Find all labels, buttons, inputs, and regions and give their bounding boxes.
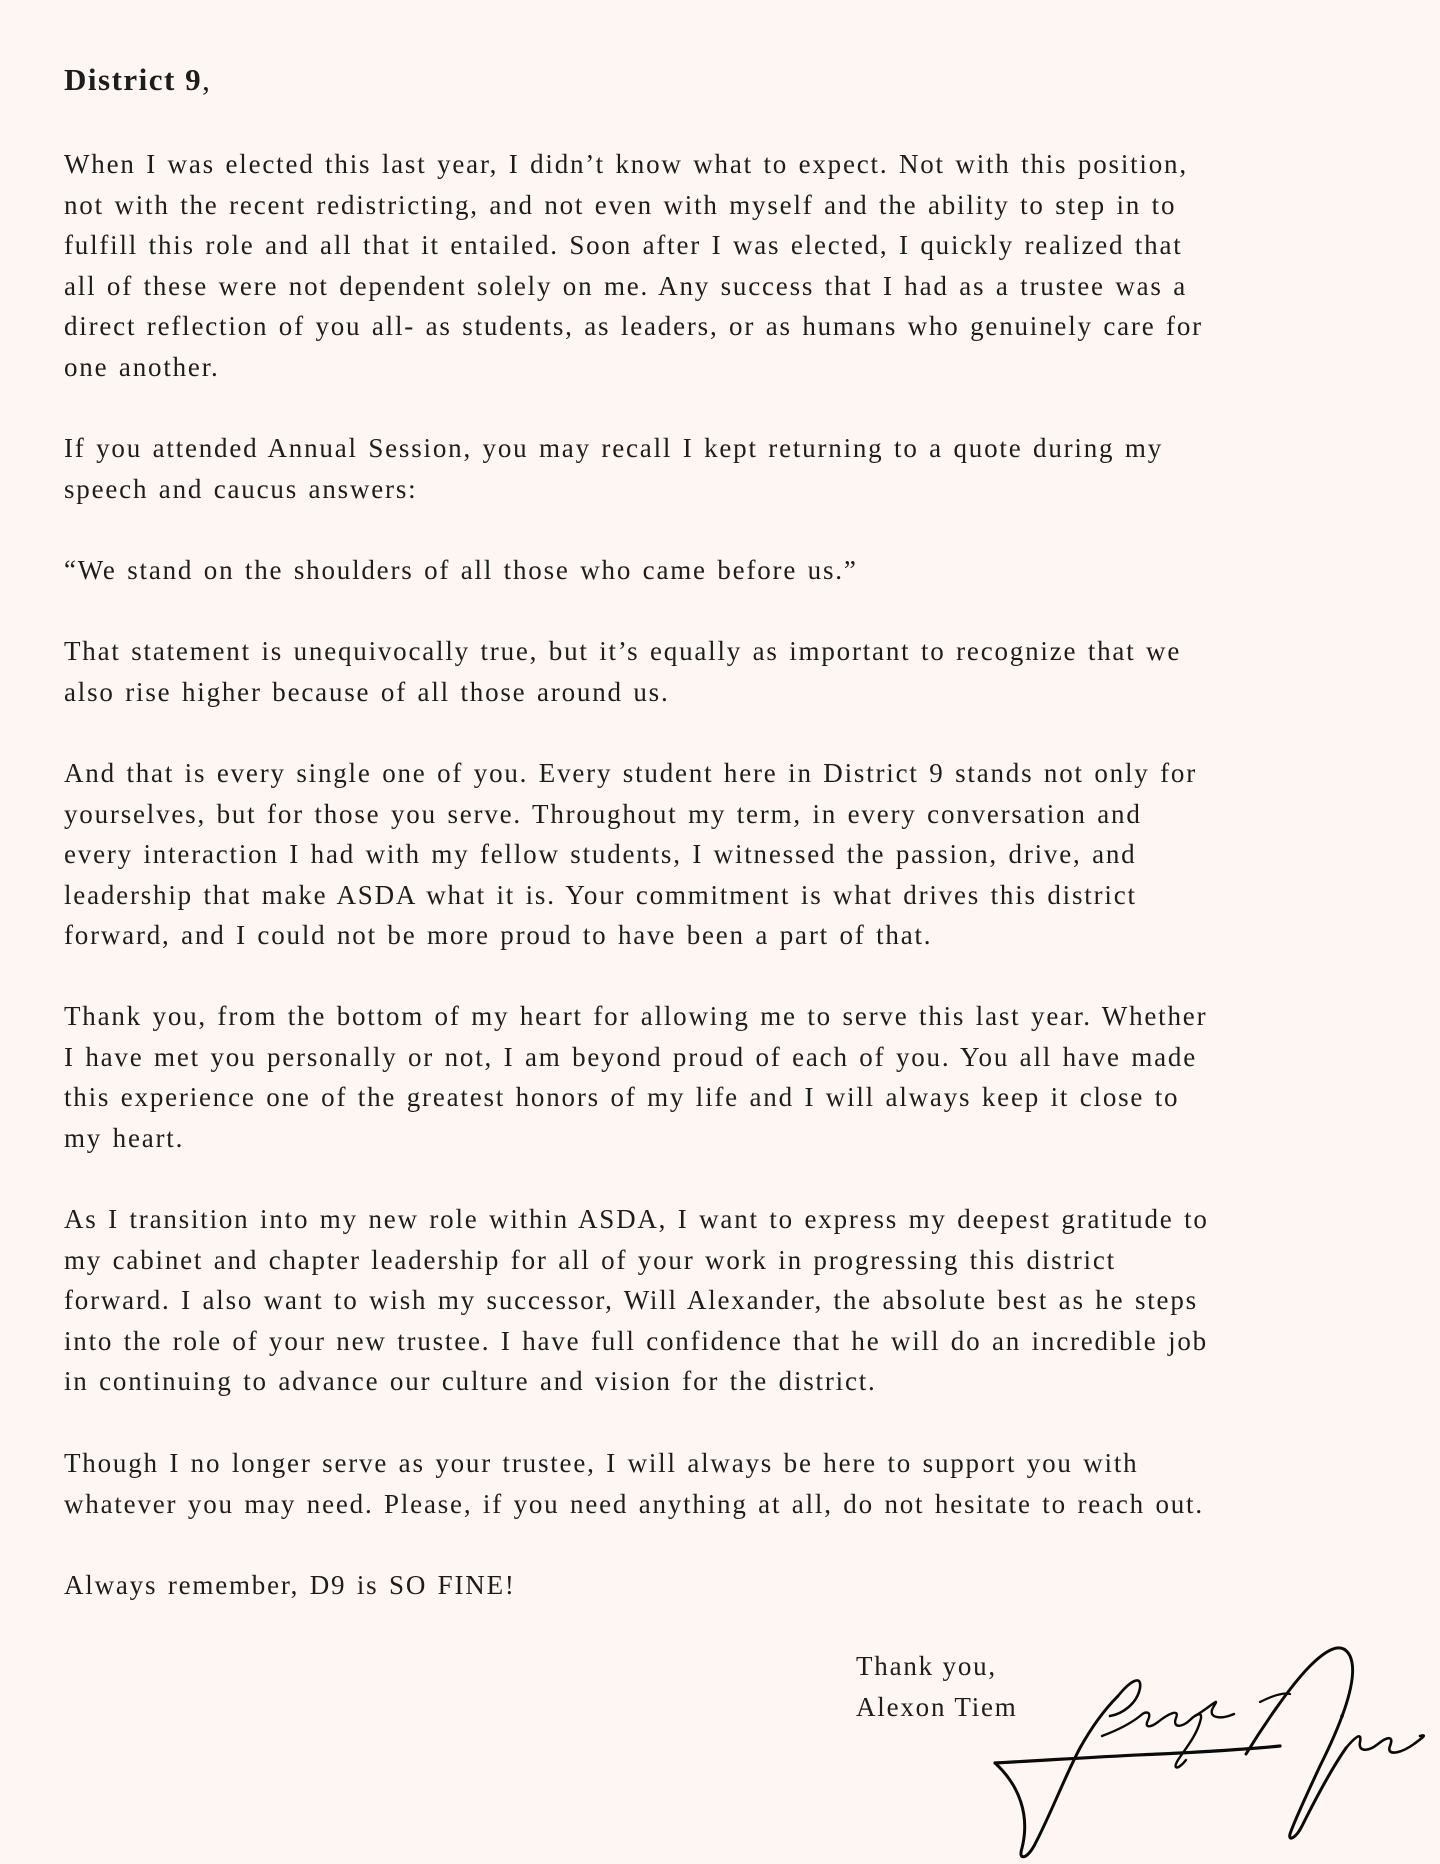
paragraph-line: direct reflection of you all- as students, as leaders, or as humans who genuinely care for xyxy=(64,311,1203,342)
paragraph-line: my cabinet and chapter leadership for all of your work in progressing this district xyxy=(64,1244,1116,1275)
paragraph-line: also rise higher because of all those around us. xyxy=(64,676,670,707)
paragraph-line: speech and caucus answers: xyxy=(64,473,418,504)
paragraph-line: all of these were not dependent solely on me. Any success that I had as a trustee was a xyxy=(64,270,1188,301)
paragraph-support xyxy=(64,1443,1204,1524)
paragraph-line: my heart. xyxy=(64,1122,185,1153)
paragraph-line: whatever you may need. Please, if you need anything at all, do not hesitate to reach out. xyxy=(64,1488,1204,1519)
paragraph-line: As I transition into my new role within ASDA, I want to express my deepest gratitude to xyxy=(64,1204,1209,1234)
paragraph-line: leadership that make ASDA what it is. Your commitment is what drives this district xyxy=(64,879,1137,910)
paragraph-line: in continuing to advance our culture and vision for the district. xyxy=(64,1366,877,1397)
paragraph-line: And that is every single one of you. Every student here in District 9 stands not only for xyxy=(64,758,1198,788)
paragraph-line: yourselves, but for those you serve. Throughout my term, in every conversation and xyxy=(64,798,1142,829)
paragraph-line: into the role of your new trustee. I have full confidence that he will do an incredible job xyxy=(64,1325,1208,1356)
salutation-text: District 9 xyxy=(64,62,203,97)
paragraph-election-reflection xyxy=(64,144,1203,388)
paragraph-line: this experience one of the greatest honors of my life and I will always keep it close to xyxy=(64,1082,1180,1113)
signer-name: Alexon Tiem xyxy=(856,1692,1018,1722)
paragraph-line: Always remember, D9 is SO FINE! xyxy=(64,1570,516,1600)
paragraph-line: one another. xyxy=(64,351,220,382)
paragraph-always-remember xyxy=(64,1565,516,1606)
paragraph-line: If you attended Annual Session, you may recall I kept returning to a quote during my xyxy=(64,433,1163,463)
paragraph-statement xyxy=(64,631,1181,712)
paragraph-annual-session xyxy=(64,428,1163,509)
quote-line: “We stand on the shoulders of all those who came before us.” xyxy=(64,555,858,585)
salutation-punctuation: , xyxy=(202,62,212,97)
paragraph-every-student xyxy=(64,753,1197,956)
paragraph-line: fulfill this role and all that it entailed. Soon after I was elected, I quickly realized that xyxy=(64,230,1183,261)
paragraph-line: every interaction I had with my fellow students, I witnessed the passion, drive, and xyxy=(64,839,1137,870)
handwritten-signature-icon xyxy=(990,1636,1430,1864)
salutation xyxy=(64,62,211,98)
paragraph-line: Though I no longer serve as your trustee, I will always be here to support you with xyxy=(64,1448,1139,1478)
paragraph-transition xyxy=(64,1199,1209,1402)
paragraph-line: When I was elected this last year, I didn’t know what to expect. Not with this position, xyxy=(64,149,1188,179)
paragraph-thank-you xyxy=(64,996,1207,1158)
paragraph-line: I have met you personally or not, I am beyond proud of each of you. You all have made xyxy=(64,1041,1198,1072)
sign-off: Thank you, xyxy=(856,1651,997,1681)
paragraph-line: That statement is unequivocally true, but it’s equally as important to recognize that we xyxy=(64,636,1182,666)
paragraph-line: not with the recent redistricting, and not even with myself and the ability to step in to xyxy=(64,189,1177,220)
paragraph-line: Thank you, from the bottom of my heart for allowing me to serve this last year. Whether xyxy=(64,1001,1208,1031)
paragraph-quote xyxy=(64,550,858,591)
paragraph-line: forward, and I could not be more proud to have been a part of that. xyxy=(64,920,933,951)
paragraph-line: forward. I also want to wish my successor, Will Alexander, the absolute best as he steps xyxy=(64,1285,1198,1316)
